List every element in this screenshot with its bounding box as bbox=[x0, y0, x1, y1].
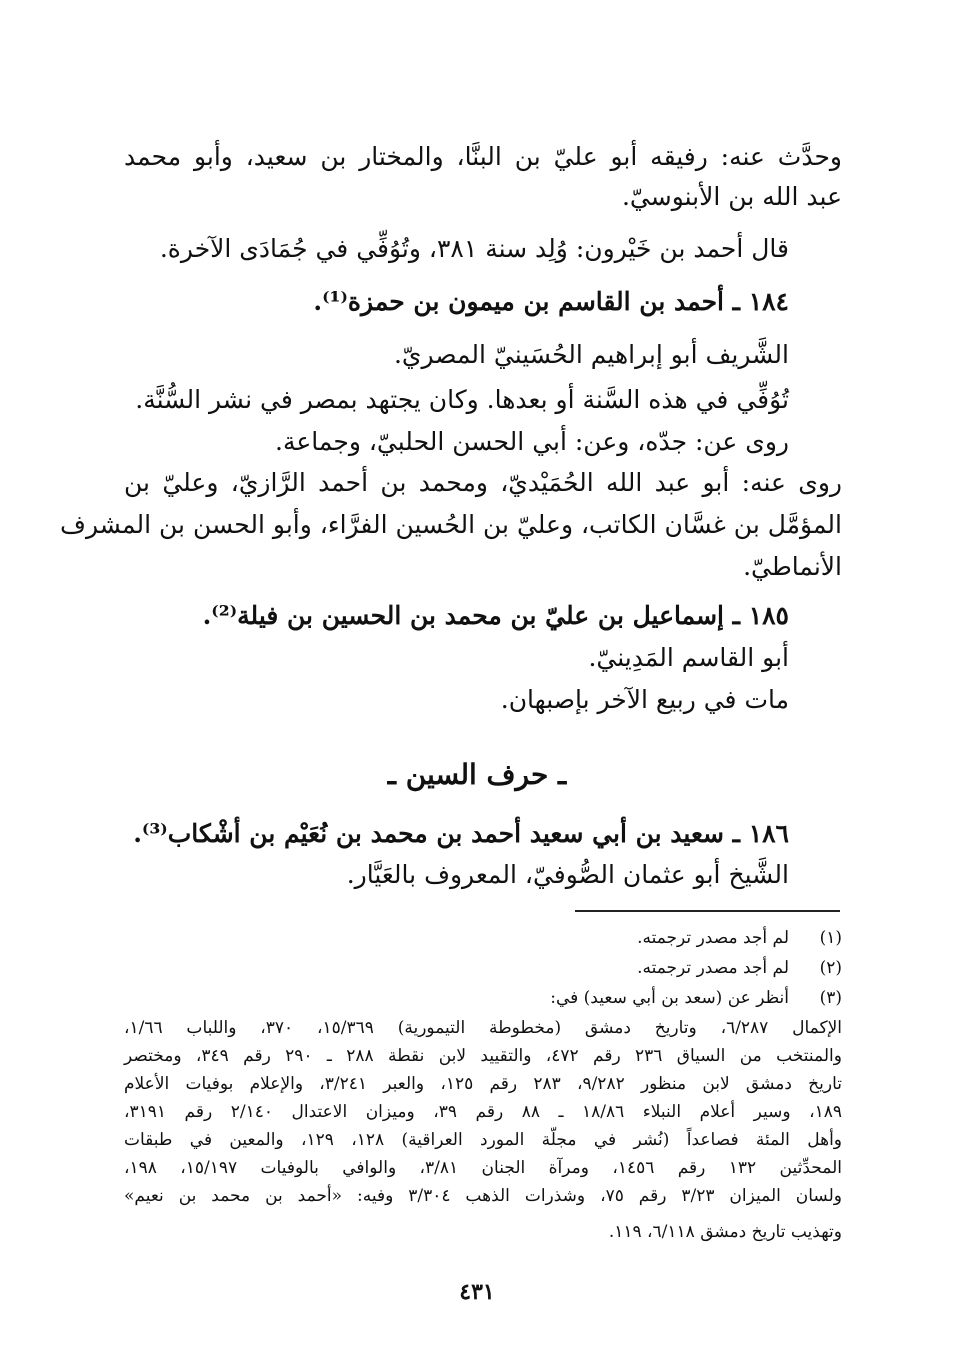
entry-line: تُوُفِّي في هذه السَّنة أو بعدها. وكان يجتهد بمصر في نشر السُّنَّة. bbox=[135, 385, 789, 414]
footnote-line: ١٨٩، وسير أعلام النبلاء ١٨/٨٦ ـ ٨٨ رقم ٣٩، وميزان الاعتدال ٢/١٤٠ رقم ٣١٩١، bbox=[124, 1102, 842, 1122]
page-number: ٤٣١ bbox=[459, 1279, 495, 1305]
body-line: وحدَّث عنه: رفيقه أبو عليّ بن البنَّا، والمختار بن سعيد، وأبو محمد bbox=[124, 142, 842, 171]
entry-title-185: ١٨٥ ـ إسماعيل بن عليّ بن محمد بن الحسين بن فيلة⁽²⁾. bbox=[202, 601, 789, 630]
footnote-number: (٣) bbox=[819, 988, 842, 1008]
entry-line: الشَّريف أبو إبراهيم الحُسَينيّ المصريّ. bbox=[393, 340, 789, 369]
footnote-text: لم أجد مصدر ترجمته. bbox=[637, 928, 789, 948]
entry-title-184: ١٨٤ ـ أحمد بن القاسم بن ميمون بن حمزة⁽¹⁾. bbox=[313, 287, 789, 316]
body-line: قال أحمد بن خَيْرون: وُلِد سنة ٣٨١، وتُوُفِّي في جُمَادَى الآخرة. bbox=[159, 234, 789, 263]
entry-line: الشَّيخ أبو عثمان الصُّوفيّ، المعروف بالعَيَّار. bbox=[346, 860, 789, 889]
entry-line: المؤمَّل بن غسَّان الكاتب، وعليّ بن الحُسين الفرَّاء، وأبو الحسن بن المشرف bbox=[60, 510, 842, 539]
footnote-divider bbox=[575, 910, 840, 912]
footnote-text: لم أجد مصدر ترجمته. bbox=[637, 958, 789, 978]
footnote-text: أنظر عن (سعد بن أبي سعيد) في: bbox=[550, 988, 789, 1008]
entry-line: أبو القاسم المَدِينيّ. bbox=[588, 643, 789, 672]
entry-line: الأنماطيّ. bbox=[743, 552, 842, 581]
body-line: عبد الله بن الأبنوسيّ. bbox=[621, 182, 842, 211]
footnote-line: المحدِّثين ١٣٢ رقم ١٤٥٦، ومرآة الجنان ٣/٨١، والوافي بالوفيات ١٥/١٩٧، ١٩٨، bbox=[124, 1158, 842, 1178]
footnote-line: وأهل المئة فصاعداً (نُشر في مجلّة المورد العراقية) ١٢٨، ١٢٩، والمعين في طبقات bbox=[124, 1130, 843, 1150]
footnote-number: (٢) bbox=[819, 958, 842, 978]
section-heading: ـ حرف السين ـ bbox=[387, 758, 567, 791]
footnote-line: والمنتخب من السياق ٢٣٦ رقم ٤٧٢، والتقييد لابن نقطة ٢٨٨ ـ ٢٩٠ رقم ٣٤٩، ومختصر bbox=[124, 1046, 842, 1066]
footnote-line: ولسان الميزان ٣/٢٣ رقم ٧٥، وشذرات الذهب ٣/٣٠٤ وفيه: «أحمد بن محمد بن نعيم» bbox=[124, 1186, 842, 1206]
footnote-line: وتهذيب تاريخ دمشق ٦/١١٨، ١١٩. bbox=[608, 1222, 842, 1242]
footnote-line: تاريخ دمشق لابن منظور ٩/٢٨٢، ٢٨٣ رقم ١٢٥، والعبر ٣/٢٤١، والإعلام بوفيات الأعلام bbox=[124, 1074, 842, 1094]
entry-line: روى عن: جدّه، وعن: أبي الحسن الحلبيّ، وجماعة. bbox=[275, 427, 789, 456]
footnote-number: (١) bbox=[819, 928, 842, 948]
footnote-line: الإكمال ٦/٢٨٧، وتاريخ دمشق (مخطوطة التيمورية) ١٥/٣٦٩، ٣٧٠، واللباب ١/٦٦، bbox=[124, 1018, 843, 1038]
entry-line: روى عنه: أبو عبد الله الحُمَيْديّ، ومحمد بن أحمد الرَّازيّ، وعليّ بن bbox=[124, 468, 842, 497]
entry-title-186: ١٨٦ ـ سعيد بن أبي سعيد أحمد بن محمد بن نُعَيْم بن أشْكاب⁽³⁾. bbox=[133, 819, 789, 848]
entry-line: مات في ربيع الآخر بإصبهان. bbox=[500, 685, 789, 714]
